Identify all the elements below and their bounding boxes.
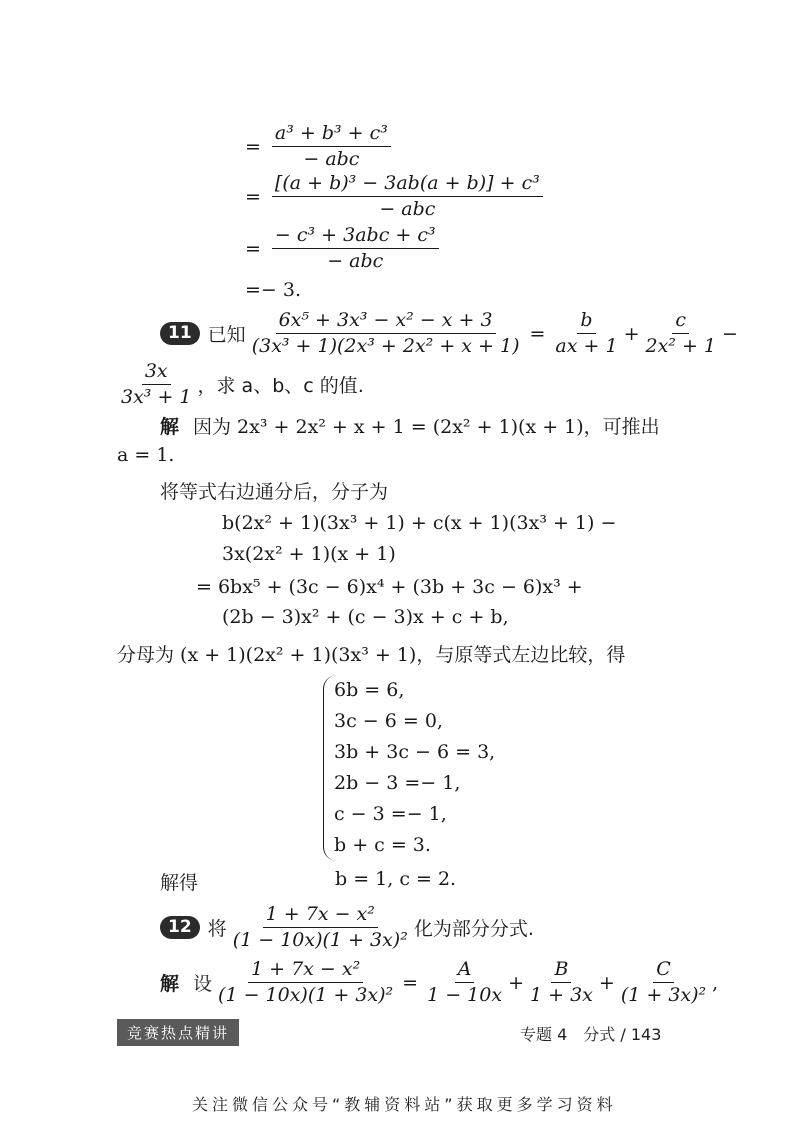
expansion-line-3: = 6bx⁵ + (3c − 6)x⁴ + (3b + 3c − 6)x³ +: [196, 576, 583, 598]
term-a-fraction: [424, 958, 505, 1007]
system-equation: 3b + 3c − 6 = 3,: [334, 741, 496, 763]
page-label: 专题 4 分式 / 143: [520, 1025, 662, 1044]
lhs-fraction: [215, 958, 396, 1007]
derivation-line-2: = $\frac{\text{[(a + b)³ − 3ab(a + b)] + c³}}{\text{− abc}}$: [245, 172, 546, 221]
problem-intro: 将: [207, 918, 227, 941]
problem-11-statement-cont: [115, 360, 364, 409]
denominator: − abc: [327, 249, 384, 272]
denominator-line: 分母为 (x + 1)(2x² + 1)(3x³ + 1)，与原等式左边比较，得: [117, 644, 626, 666]
numerator: a³ + b³ + c³: [274, 122, 388, 144]
denominator: − abc: [379, 197, 436, 220]
denominator: (1 − 10x)(1 + 3x)²: [232, 928, 408, 951]
system-equation: 3c − 6 = 0,: [334, 710, 443, 732]
equation-system: [323, 675, 495, 861]
solution-11-line-3: 将等式右边通分后，分子为: [160, 481, 389, 503]
denominator: − abc: [303, 147, 360, 170]
numerator: B: [554, 958, 569, 980]
problem-intro: 已知: [207, 324, 246, 347]
system-equation: b + c = 3.: [334, 834, 431, 856]
solution-label: 解: [160, 416, 180, 438]
denominator: 1 + 3x: [530, 983, 593, 1006]
result-label: 解得: [160, 872, 199, 894]
numerator: c: [675, 309, 687, 331]
denominator: (1 − 10x)(1 + 3x)²: [218, 983, 394, 1006]
solution-11-line-1: [160, 412, 660, 439]
lhs-fraction: [249, 309, 523, 358]
system-equation: 2b − 3 =− 1,: [334, 772, 461, 794]
denominator: 3x³ + 1: [121, 385, 192, 408]
numerator: 6x⁵ + 3x³ − x² − x + 3: [278, 309, 493, 331]
numerator: − c³ + 3abc + c³: [274, 224, 436, 246]
term-b-fraction: [527, 958, 596, 1007]
expansion-line-2: 3x(2x² + 1)(x + 1): [222, 543, 396, 565]
expansion-line-4: (2b − 3)x² + (c − 3)x + c + b,: [222, 606, 509, 628]
denominator: (3x³ + 1)(2x³ + 2x² + x + 1): [251, 334, 520, 357]
problem-12-statement: [160, 903, 534, 952]
fraction: [272, 122, 391, 171]
problem-task: 化为部分分式.: [413, 918, 534, 941]
system-equation: 6b = 6,: [334, 679, 405, 701]
fraction: [272, 172, 543, 221]
numerator: 1 + 7x − x²: [265, 903, 375, 925]
watermark-text: 关注微信公众号“教辅资料站”获取更多学习资料: [192, 1095, 617, 1114]
problem-question: ，求 a、b、c 的值.: [197, 375, 364, 398]
numerator: 1 + 7x − x²: [250, 958, 361, 980]
term-3-fraction: [118, 360, 195, 409]
numerator: A: [457, 958, 472, 980]
solution-label: 解: [160, 973, 180, 996]
solution-11-line-2: a = 1.: [117, 444, 175, 466]
problem-11-statement: 11 已知 $\frac{\text{6x⁵ + 3x³ − x² − x + 3}}{\text{(3x³ + 1)(2x³ + 2x² + x + 1)}}$ = $\frac{b}{ax + 1}$ + $\frac{c}{\text{2x² + 1}}$ −: [160, 309, 738, 358]
numerator: C: [656, 958, 671, 980]
denominator: 2x² + 1: [645, 334, 716, 357]
term-c-fraction: [618, 958, 709, 1007]
target-fraction: [230, 903, 411, 952]
numerator: b: [580, 309, 593, 331]
system-equation: c − 3 =− 1,: [334, 803, 447, 825]
result-values: b = 1, c = 2.: [335, 868, 457, 890]
derivation-line-1: = $\frac{\text{a³ + b³ + c³}}{\text{− abc}}$: [245, 122, 394, 171]
solution-12-line-1: 解 设 $\frac{\text{1 + 7x − x²}}{\text{(1 − 10x)(1 + 3x)²}}$ = $\frac{A}{1 - 10x}$ + $\frac{B}{1 + 3x}$ + $\frac{C}{\text{(1 + 3x)²}}$ ,: [160, 958, 719, 1006]
numerator: 3x: [144, 360, 168, 382]
term-2-fraction: [642, 309, 719, 358]
solution-text: 因为 2x³ + 2x² + x + 1 = (2x² + 1)(x + 1)，可推出: [193, 416, 660, 438]
term-1-fraction: [552, 309, 620, 358]
derivation-line-4: =− 3.: [245, 279, 302, 301]
fraction: [272, 224, 439, 273]
solution-intro: 设: [193, 973, 213, 996]
numerator: [(a + b)³ − 3ab(a + b)] + c³: [274, 172, 540, 194]
denominator: 1 − 10x: [427, 983, 503, 1006]
denominator: (1 + 3x)²: [620, 983, 707, 1006]
denominator: ax + 1: [555, 334, 618, 357]
problem-number-badge: 12: [160, 916, 200, 939]
section-tag: 竞赛热点精讲: [117, 1019, 239, 1046]
derivation-line-3: = $\frac{\text{− c³ + 3abc + c³}}{\text{− abc}}$: [245, 224, 442, 273]
expansion-line-1: b(2x² + 1)(3x³ + 1) + c(x + 1)(3x³ + 1) −: [222, 512, 617, 534]
problem-number-badge: 11: [160, 322, 200, 345]
